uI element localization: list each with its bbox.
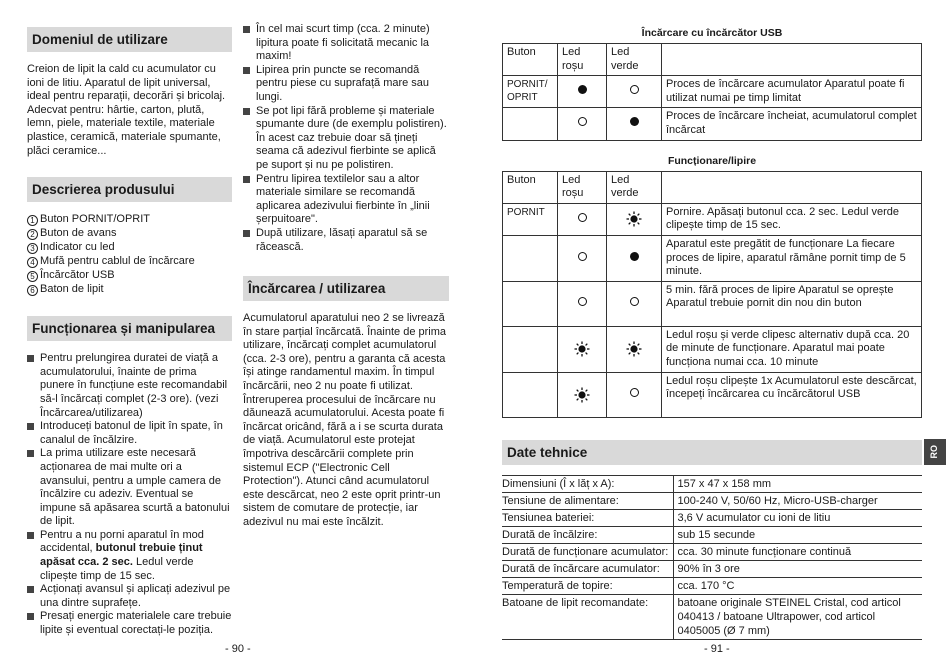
table-row (502, 577, 922, 594)
description-list (27, 212, 232, 296)
table-row (502, 560, 922, 577)
led-blinking-icon (574, 341, 590, 357)
table-header-row (503, 171, 922, 203)
bullet-text: Pentru a nu porni aparatul în mod accidental, (40, 528, 204, 555)
list-item: Pentru prelungirea duratei de viață a acumulatorului, înainte de prima punere în funcțiune este recomandabil să-l încărcați complet (2-3 ore). (vezi Încărcarea/utilizarea) (27, 352, 232, 420)
charging-text: Acumulatorul aparatului neo 2 se livrează în stare parțial încărcată. Înainte de prima utilizare, încărcați complet acumulatorul (cca. 2-3 ore), pentru a garanta că acesta își atinge randamentul maxim. În timpul încărcării, neo 2 nu poate fi utilizat. Întreruperea procesului de încărcare nu dăunează acumulatorului. Acesta poate fi încărcat oricând, fără a i se scurta durata de viață. Acumulatorul este protejat împotriva descărcării complete prin sistemul ECP ("Electronic Cell Protection"). Atunci când acumulatorul este descărcat, neo 2 este oprit printr-un sistem de comutare de protecție, iar adezivul nu mai este încălzit. (243, 312, 446, 528)
list-item: În cel mai scurt timp (cca. 2 minute) lipitura poate fi solicitată mecanic la maxim! (243, 23, 449, 64)
led-on-icon (630, 117, 639, 126)
cell-description: Aparatul este pregătit de funcționare La fiecare proces de lipire, aparatul rămâne pornit timp de 5 minute. (662, 235, 922, 281)
tech-key: Dimensiuni (Î x lăț x A): (502, 475, 673, 492)
description-heading: Descrierea produsului (27, 177, 232, 202)
list-item: Se pot lipi fără probleme și materiale spumante dure (de exemplu polistiren). În acest caz trebuie doar să țineți seama că adezivul fierbinte se aplică pe suport și nu pe polistiren. (243, 105, 449, 173)
tech-value: 3,6 V acumulator cu ioni de litiu (673, 509, 922, 526)
list-item-text: Încărcător USB (40, 269, 115, 282)
list-item: Lipirea prin puncte se recomandă pentru piese cu suprafață mare sau lungi. (243, 64, 449, 105)
table-row (502, 492, 922, 509)
led-off-icon (578, 297, 587, 306)
list-item: Presați energic materialele care trebuie lipite și eventual corectați-le poziția. (27, 610, 232, 637)
list-item (27, 226, 232, 240)
cell-led-green (607, 235, 662, 281)
cell-led-green (607, 281, 662, 326)
tech-value: batoane originale STEINEL Cristal, cod articol 040413 / batoane Ultrapower, cod articol 0405005 (Ø 7 mm) (673, 594, 922, 639)
list-item (27, 212, 232, 226)
item-number-badge: 1 (27, 215, 38, 226)
cell-button (503, 235, 558, 281)
table-row (503, 326, 922, 372)
cell-description: Pornire. Apăsați butonul cca. 2 sec. Ledul verde clipește timp de 15 sec. (662, 203, 922, 235)
left-column-1 (27, 0, 232, 638)
cell-led-red (558, 326, 607, 372)
tech-key: Durată de încărcare acumulator: (502, 560, 673, 577)
cell-description: Ledul roșu clipește 1x Acumulatorul este descărcat, începeți încărcarea cu încărcătorul USB (662, 372, 922, 417)
table-row (503, 235, 922, 281)
led-off-icon (630, 297, 639, 306)
header-button: Buton (503, 44, 558, 76)
item-number-badge: 5 (27, 271, 38, 282)
cell-led-green (607, 326, 662, 372)
led-off-icon (578, 213, 587, 222)
header-led-red: Led roșu (558, 171, 607, 203)
table-row (502, 543, 922, 560)
cell-led-red (558, 203, 607, 235)
cell-description: Proces de încărcare încheiat, acumulatorul complet încărcat (662, 108, 922, 140)
header-led-red: Led roșu (558, 44, 607, 76)
led-blinking-icon (574, 387, 590, 403)
page-number-right: - 91 - (704, 643, 730, 655)
language-tab (924, 439, 946, 465)
tech-key: Temperatură de topire: (502, 577, 673, 594)
list-item: Pentru lipirea textilelor sau a altor materiale similare se recomandă aplicarea adezivului fierbinte în „linii șerpuitoare". (243, 173, 449, 227)
led-on-icon (578, 85, 587, 94)
cell-led-green (607, 108, 662, 140)
tech-key: Durată de încălzire: (502, 526, 673, 543)
right-page (502, 0, 922, 640)
cell-button (503, 372, 558, 417)
cell-description: Ledul roșu și verde clipesc alternativ după cca. 20 de minute de funcționare. Aparatul mai poate funcționa numai cca. 10 minute (662, 326, 922, 372)
list-item-text: Baton de lipit (40, 283, 104, 296)
item-number-badge: 3 (27, 243, 38, 254)
list-item (27, 240, 232, 254)
header-description (662, 44, 922, 76)
cell-button (503, 281, 558, 326)
header-led-green: Led verde (607, 171, 662, 203)
item-number-badge: 2 (27, 229, 38, 240)
cell-description: Proces de încărcare acumulator Aparatul poate fi utilizat numai pe timp limitat (662, 76, 922, 108)
tech-data-table (502, 475, 922, 640)
bullet-text: Ledul verde clipește timp de 15 sec. (40, 556, 194, 582)
table-row (502, 594, 922, 639)
cell-led-red (558, 235, 607, 281)
item-number-badge: 4 (27, 257, 38, 268)
tips-list (243, 23, 449, 254)
led-on-icon (630, 252, 639, 261)
list-item: Introduceți batonul de lipit în spate, în canalul de încălzire. (27, 420, 232, 447)
led-off-icon (578, 117, 587, 126)
tech-key: Tensiunea bateriei: (502, 509, 673, 526)
tech-value: 157 x 47 x 158 mm (673, 475, 922, 492)
header-button: Buton (503, 171, 558, 203)
table-row (502, 526, 922, 543)
table-row (502, 475, 922, 492)
led-off-icon (630, 85, 639, 94)
bullet-bold-text: butonul trebuie ținut apăsat cca. 2 sec. (40, 542, 203, 569)
cell-led-green (607, 203, 662, 235)
usb-charging-table (502, 43, 922, 141)
cell-description: 5 min. fără proces de lipire Aparatul se oprește Aparatul trebuie pornit din nou din buton (662, 281, 922, 326)
list-item (27, 529, 232, 583)
cell-button (503, 108, 558, 140)
cell-led-green (607, 372, 662, 417)
cell-led-red (558, 108, 607, 140)
tech-value: 100-240 V, 50/60 Hz, Micro-USB-charger (673, 492, 922, 509)
cell-button: PORNIT/ OPRIT (503, 76, 558, 108)
list-item: La prima utilizare este necesară acționarea de mai multe ori a avansului, pentru a umple camera de încălzire cu adeziv. Eventual se impune să apăsarea scurtă a batonului de lipit. (27, 447, 232, 529)
tech-value: cca. 170 °C (673, 577, 922, 594)
list-item: După utilizare, lăsați aparatul să se răcească. (243, 227, 449, 254)
usage-heading: Domeniul de utilizare (27, 27, 232, 52)
left-column-2 (243, 0, 449, 530)
operation-heading: Funcționarea și manipularea (27, 316, 232, 341)
list-item-text: Buton de avans (40, 227, 117, 240)
tech-key: Tensiune de alimentare: (502, 492, 673, 509)
tech-key: Batoane de lipit recomandate: (502, 594, 673, 639)
list-item-text: Indicator cu led (40, 241, 115, 254)
header-led-green: Led verde (607, 44, 662, 76)
operation-list (27, 352, 232, 637)
cell-led-green (607, 76, 662, 108)
list-item: Acționați avansul și aplicați adezivul pe una dintre suprafețe. (27, 583, 232, 610)
language-tab-label: RO (929, 445, 940, 459)
list-item (27, 254, 232, 268)
item-number-badge: 6 (27, 285, 38, 296)
list-item-text: Buton PORNIT/OPRIT (40, 213, 151, 226)
tech-heading: Date tehnice (502, 440, 922, 465)
usb-table-title: Încărcare cu încărcător USB (641, 27, 783, 39)
led-off-icon (578, 252, 587, 261)
table-row (503, 372, 922, 417)
tech-key: Durată de funcționare acumulator: (502, 543, 673, 560)
table-row (503, 108, 922, 140)
list-item-text: Mufă pentru cablul de încărcare (40, 255, 195, 268)
usage-text: Creion de lipit la cald cu acumulator cu ioni de litiu. Aparatul de lipit universal, ideal pentru reparații, decorări și bricolaj. Adecvat pentru: hârtie, carton, plută, lemn, piele, materiale textile, materiale plastice, ceramică, materiale spumante, plăci ceramice... (27, 63, 226, 157)
cell-led-red (558, 281, 607, 326)
charging-heading: Încărcarea / utilizarea (243, 276, 449, 301)
led-blinking-icon (626, 211, 642, 227)
list-item (27, 268, 232, 282)
table-row (503, 203, 922, 235)
tech-value: sub 15 secunde (673, 526, 922, 543)
list-item (27, 282, 232, 296)
led-off-icon (630, 388, 639, 397)
led-blinking-icon (626, 341, 642, 357)
function-table (502, 171, 922, 418)
page-number-left: - 90 - (225, 643, 251, 655)
table-row (503, 76, 922, 108)
table-row (503, 281, 922, 326)
table-row (502, 509, 922, 526)
header-description (662, 171, 922, 203)
cell-led-red (558, 372, 607, 417)
func-table-title: Funcționare/lipire (667, 154, 757, 167)
table-header-row (503, 44, 922, 76)
tech-value: cca. 30 minute funcționare continuă (673, 543, 922, 560)
cell-button (503, 326, 558, 372)
tech-value: 90% în 3 ore (673, 560, 922, 577)
cell-led-red (558, 76, 607, 108)
cell-button: PORNIT (503, 203, 558, 235)
